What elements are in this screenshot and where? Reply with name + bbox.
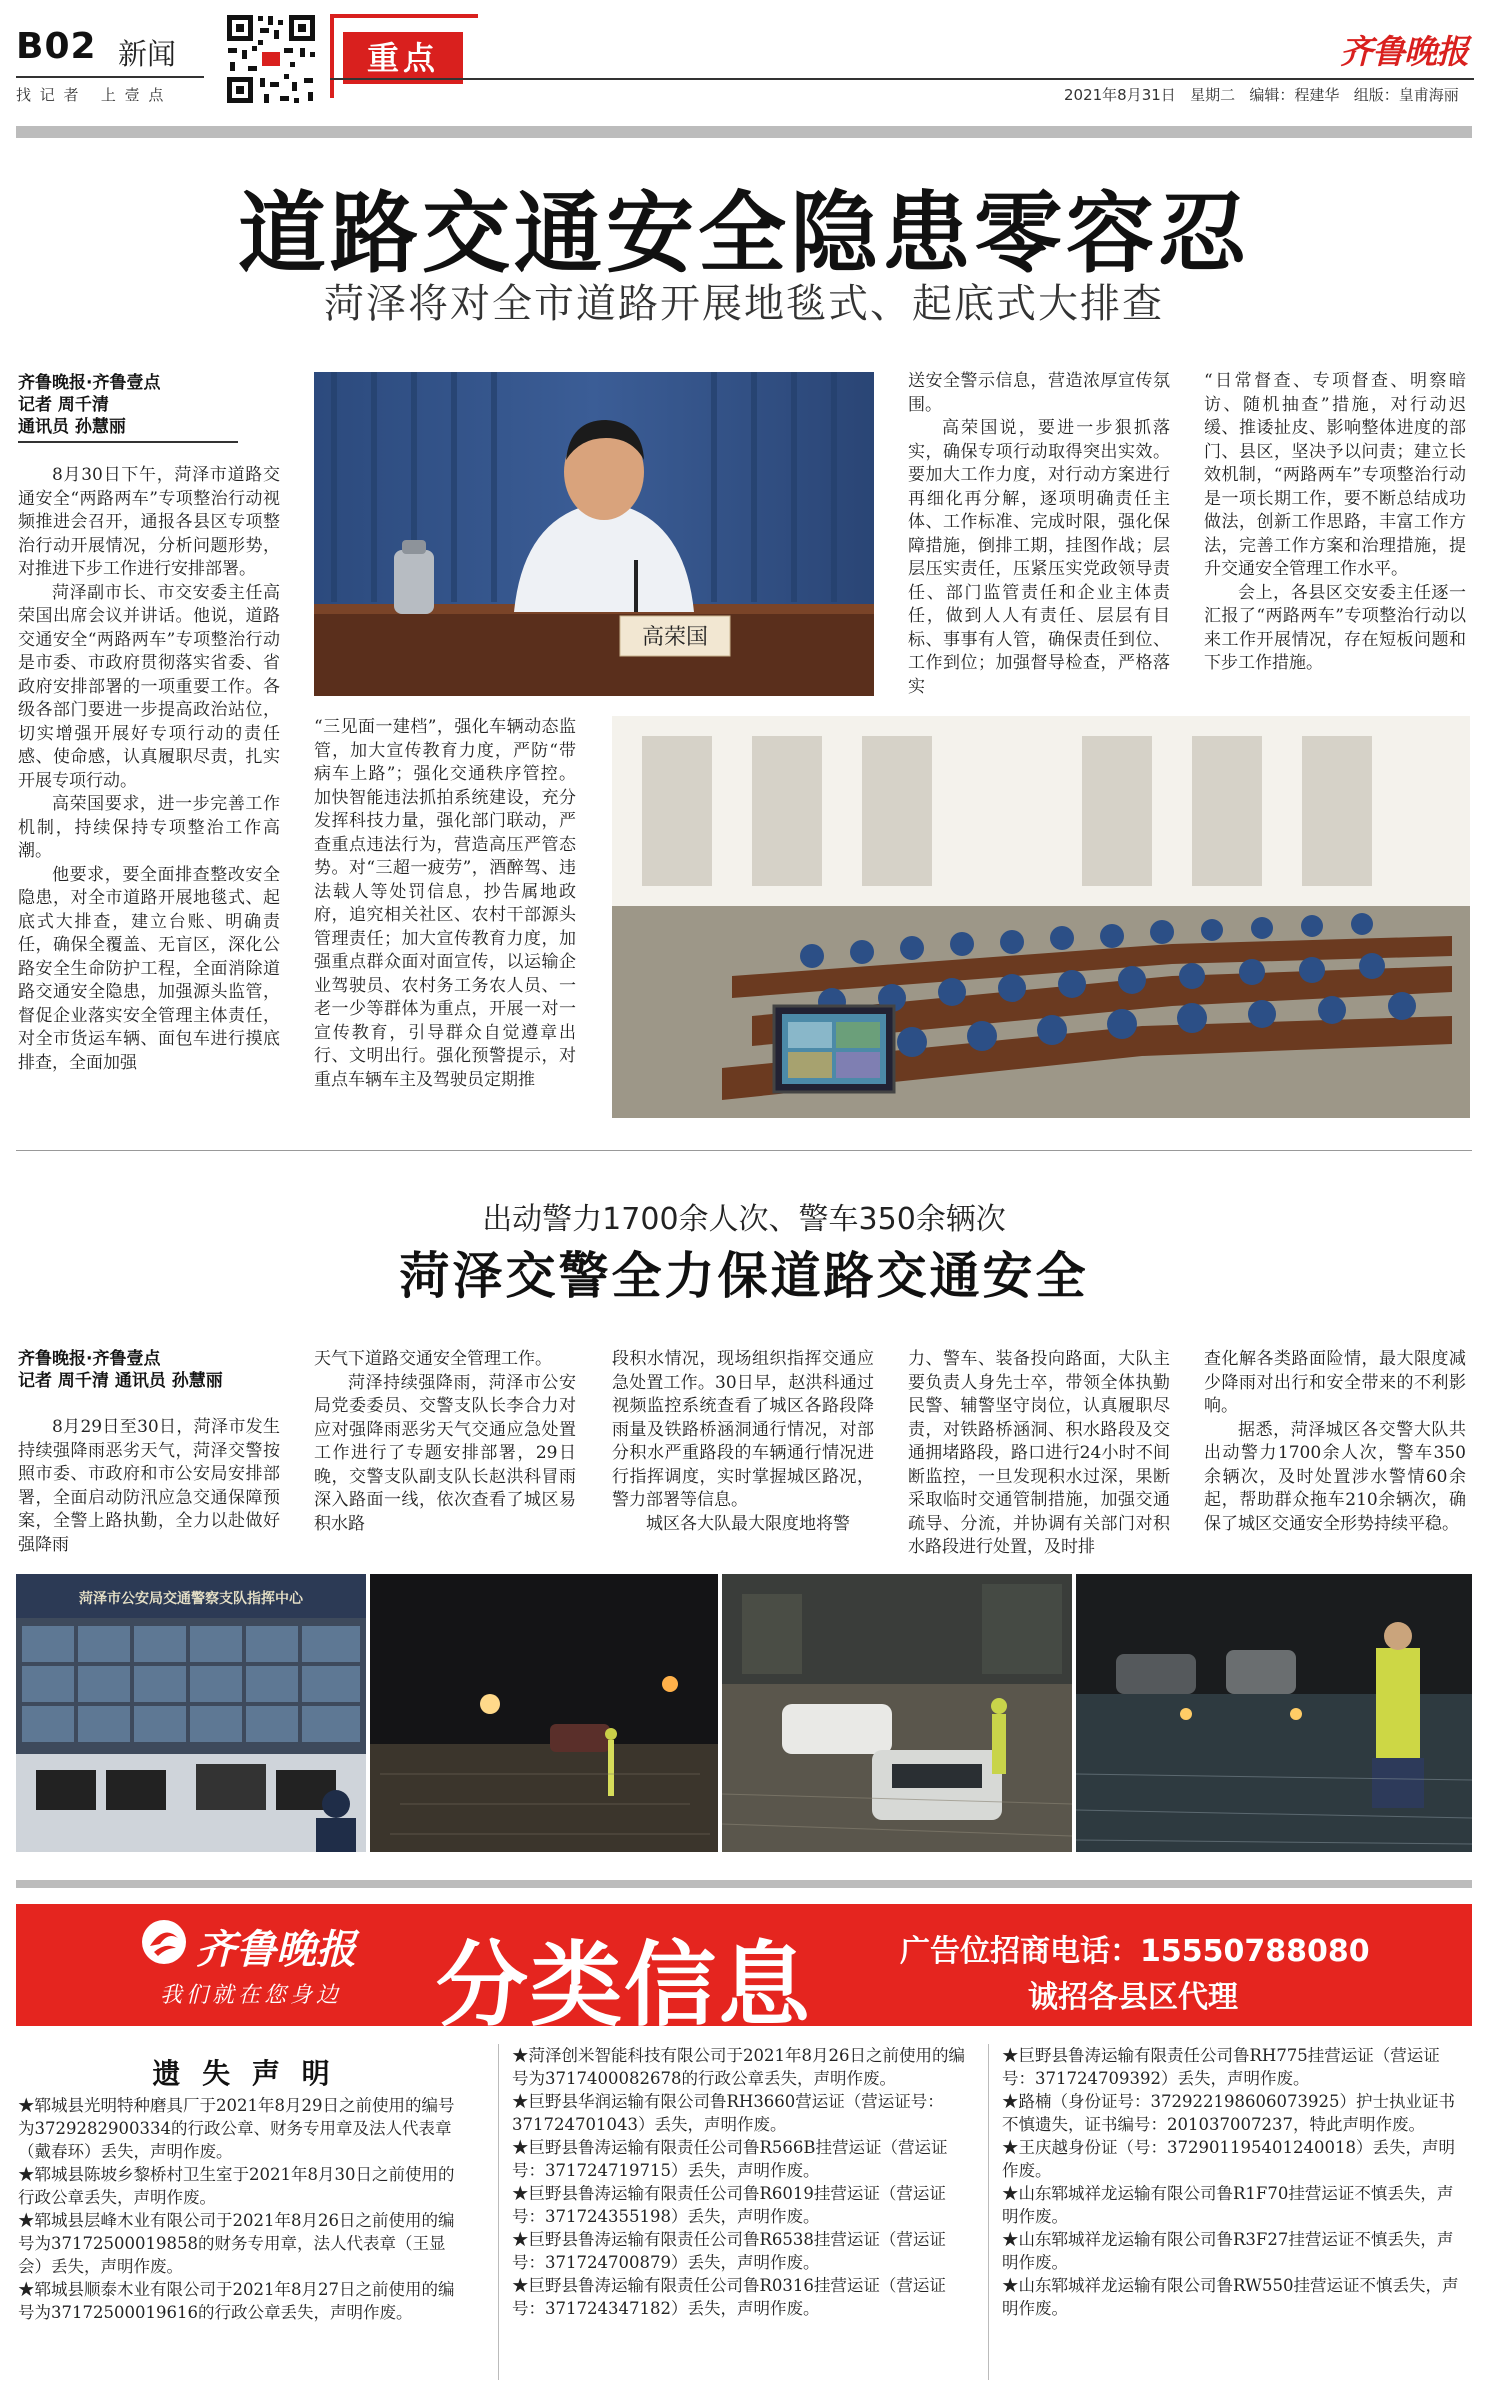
- classifieds-logo-icon: [140, 1918, 188, 1966]
- article1-col3: [908, 370, 1170, 699]
- classified-item: ★郓城县光明特种磨具厂于2021年8月29日之前使用的编号为3729282900334的行政公章、财务专用章及法人代表章（戴春环）丢失，声明作废。: [18, 2096, 455, 2161]
- paragraph: 城区各大队最大限度地将警: [646, 1513, 850, 1534]
- channel-tab[interactable]: 重点: [343, 32, 463, 84]
- masthead-rule: [330, 78, 1474, 80]
- classifieds-title: 分类信息: [436, 1932, 813, 2039]
- masthead-underline: [16, 76, 204, 78]
- qr-code-icon: [224, 12, 318, 106]
- article1-byline: [18, 372, 288, 443]
- paragraph: 段积水情况，现场组织指挥交通应急处置工作。30日早，赵洪科通过视频监控系统查看了城区各路段降雨量及铁路桥涵洞通行情况，对部分积水严重路段的车辆通行情况进行指挥调度，实时掌握城区路况，警力部署等信息。: [612, 1349, 874, 1510]
- paragraph: 他要求，要全面排查整改安全隐患，对全市道路开展地毯式、起底式大排查，建立台账、明确责任，确保全覆盖、无盲区，深化公路安全生命防护工程，全面消除道路交通安全隐患，加强源头监管，督促企业落实安全管理主体责任，对全市货运车辆、面包车进行摸底排查，全面加强: [18, 864, 280, 1073]
- paragraph: 查化解各类路面险情，最大限度减少降雨对出行和安全带来的不利影响。: [1204, 1349, 1466, 1416]
- command-center-photo: [16, 1574, 366, 1852]
- article2-col2: [314, 1348, 576, 1536]
- classifieds-col2: [512, 2044, 972, 2320]
- classified-item: ★菏泽创米智能科技有限公司于2021年8月26日之前使用的编号为3717400082678的行政公章丢失，声明作废。: [512, 2046, 965, 2088]
- article2-headline: 菏泽交警全力保道路交通安全: [399, 1247, 1089, 1305]
- classified-item: ★王庆越身份证（号：372901195401240018）丢失，声明作废。: [1002, 2138, 1455, 2180]
- paragraph: 8月30日下午，菏泽市道路交通安全“两路两车”专项整治行动视频推进会召开，通报各县区专项整治行动开展情况，分析问题形势，对推进下步工作进行安排部署。: [18, 465, 280, 579]
- col-divider: [498, 2044, 499, 2380]
- article2-kicker: 出动警力1700余人次、警车350余辆次: [482, 1202, 1006, 1237]
- classified-item: ★郓城县顺泰木业有限公司于2021年8月27日之前使用的编号为37172500019616的行政公章丢失，声明作废。: [18, 2280, 455, 2322]
- paragraph: 会上，各县区交安委主任逐一汇报了“两路两车”专项整治行动以来工作开展情况，存在短板问题和下步工作措施。: [1204, 582, 1466, 673]
- speaker-nameplate: 高荣国: [641, 625, 709, 650]
- article2-byline: [18, 1348, 288, 1392]
- classified-item: ★巨野县鲁涛运输有限责任公司鲁R6019挂营运证（营运证号：371724355198）丢失，声明作废。: [512, 2184, 946, 2226]
- classifieds-title-col1: 遗 失 声 明: [152, 2057, 336, 2090]
- qr-code[interactable]: [224, 12, 318, 106]
- paragraph: 据悉，菏泽城区各交警大队共出动警力1700余人次，警车350余辆次，及时处置涉水警情60余起，帮助群众拖车210余辆次，确保了城区交通安全形势持续平稳。: [1204, 1419, 1466, 1534]
- tagline: 找 记 者 上 壹 点: [16, 86, 166, 104]
- article2-col3: [612, 1348, 874, 1536]
- paragraph: “三见面一建档”，强化车辆动态监管，加大宣传教育力度，严防“带病车上路”；强化交通秩序管控。加快智能违法抓拍系统建设，充分发挥科技力量，强化部门联动，严查重点违法行为，营造高压严管态势。对“三超一疲劳”，酒醉驾、违法载人等处罚信息，抄告属地政府，追究相关社区、农村干部源头管理责任；加大宣传教育力度，加强重点群众面对面宣传，以运输企业驾驶员、农村务工务农人员、一老一少等群体为重点，开展一对一宣传教育，引导群众自觉遵章出行、文明出行。强化预警提示，对重点车辆车主及驾驶员定期推: [314, 717, 576, 1090]
- classified-item: ★郓城县层峰木业有限公司于2021年8月26日之前使用的编号为37172500019858的财务专用章，法人代表章（王显会）丢失，声明作废。: [18, 2211, 455, 2276]
- bottom-gray-bar: [16, 1880, 1472, 1888]
- classified-item: ★山东郓城祥龙运输有限公司鲁R1F70挂营运证不慎丢失，声明作废。: [1002, 2184, 1454, 2226]
- top-gray-bar: [16, 126, 1472, 138]
- article1-subhead: 菏泽将对全市道路开展地毯式、起底式大排查: [324, 281, 1164, 327]
- ad-phone-line: 广告位招商电话：15550788080: [900, 1934, 1370, 1969]
- section-name: 新闻: [118, 37, 177, 71]
- classifieds-slogan: 我们就在您身边: [160, 1983, 343, 2008]
- paper-name-logo: 齐鲁晚报: [1340, 32, 1468, 71]
- officer-in-flood-photo: [1076, 1574, 1472, 1852]
- classifieds-logo-text: 齐鲁晚报: [196, 1926, 356, 1973]
- article1-headline: 道路交通安全隐患零容忍: [237, 182, 1250, 285]
- article1-col4: [1204, 370, 1466, 676]
- article2-col4: [908, 1348, 1170, 1560]
- classified-item: ★巨野县鲁涛运输有限责任公司鲁R6538挂营运证（营运证号：371724700879）丢失，声明作废。: [512, 2230, 946, 2272]
- meeting-photo: [612, 716, 1470, 1118]
- classified-item: ★郓城县陈坡乡黎桥村卫生室于2021年8月30日之前使用的行政公章丢失，声明作废。: [18, 2165, 455, 2207]
- paragraph: 高荣国要求，进一步完善工作机制，持续保持专项整治工作高潮。: [18, 794, 280, 861]
- classifieds-col3: [1002, 2044, 1468, 2320]
- classified-item: ★巨野县鲁涛运输有限责任公司鲁R566B挂营运证（营运证号：371724719715）丢失，声明作废。: [512, 2138, 948, 2180]
- classified-item: ★山东郓城祥龙运输有限公司鲁RW550挂营运证不慎丢失，声明作废。: [1002, 2276, 1459, 2318]
- article2-col1: [18, 1416, 280, 1557]
- ad-agent-line: 诚招各县区代理: [1028, 1980, 1238, 2015]
- article2-col5: [1204, 1348, 1466, 1536]
- classified-item: ★巨野县鲁涛运输有限责任公司鲁RH775挂营运证（营运证号：371724709392）丢失，声明作废。: [1002, 2046, 1440, 2088]
- paragraph: 菏泽副市长、市交安委主任高荣国出席会议并讲话。他说，道路交通安全“两路两车”专项整治行动是市委、市政府贯彻落实省委、省政府安排部署的一项重要工作。各级各部门要进一步提高政治站位，切实增强开展好专项行动的责任感、使命感，认真履职尽责，扎实开展专项行动。: [18, 582, 280, 791]
- byline-source: 齐鲁晚报·齐鲁壹点: [18, 373, 161, 393]
- article1-bottom-rule: [16, 1150, 1472, 1151]
- classified-item: ★巨野县鲁涛运输有限责任公司鲁R0316挂营运证（营运证号：371724347182）丢失，声明作废。: [512, 2276, 946, 2318]
- screen-sign: 菏泽市公安局交通警察支队指挥中心: [79, 1591, 303, 1607]
- paragraph: 8月29日至30日，菏泽市发生持续强降雨恶劣天气，菏泽交警按照市委、市政府和市公安局安排部署，全面启动防汛应急交通保障预案，全警上路执勤，全力以赴做好强降雨: [18, 1417, 280, 1555]
- byline-reporter: 记者 周千清 通讯员 孙慧丽: [18, 1371, 223, 1391]
- speaker-photo: [314, 372, 874, 696]
- classifieds-col1: [18, 2094, 470, 2324]
- classified-item: ★山东郓城祥龙运输有限公司鲁R3F27挂营运证不慎丢失，声明作废。: [1002, 2230, 1454, 2272]
- article1-col2: [314, 716, 576, 1092]
- paragraph: 力、警车、装备投向路面，大队主要负责人身先士卒，带领全体执勤民警、辅警坚守岗位，认真履职尽责，对铁路桥涵洞、积水路段及交通拥堵路段，路口进行24小时不间断监控，一旦发现积水过深，果断采取临时交通管制措施，加强交通疏导、分流，并协调有关部门对积水路段进行处置，及时排: [908, 1349, 1170, 1557]
- col-divider: [988, 2044, 989, 2380]
- paragraph: 送安全警示信息，营造浓厚宣传氛围。: [908, 371, 1170, 415]
- page-number: B02: [16, 26, 97, 67]
- night-rain-photo: [370, 1574, 718, 1852]
- byline-source: 齐鲁晚报·齐鲁壹点: [18, 1349, 161, 1369]
- classified-item: ★巨野县华润运输有限公司鲁RH3660营运证（营运证号：371724701043）丢失，声明作废。: [512, 2092, 944, 2134]
- paragraph: 高荣国说，要进一步狠抓落实，确保专项行动取得突出实效。要加大工作力度，对行动方案进行再细化再分解，逐项明确责任主体、工作标准、完成时限，强化保障措施，倒排工期，挂图作战；层层压实责任，压紧压实党政领导责任、部门监管责任和企业主体责任，做到人人有责任、层层有目标、事事有人管，确保责任到位、工作到位；加强督导检查，严格落实: [908, 418, 1170, 697]
- classified-item: ★路楠（身份证号：372922198606073925）护士执业证书不慎遗失，证书编号：201037007237，特此声明作废。: [1002, 2092, 1455, 2134]
- flooded-street-photo: [722, 1574, 1072, 1852]
- byline-correspondent: 通讯员 孙慧丽: [18, 417, 126, 437]
- date-info: 2021年8月31日 星期二 编辑：程建华 组版：皇甫海丽: [1064, 86, 1459, 104]
- paragraph: 菏泽持续强降雨，菏泽市公安局党委委员、交警支队长李合力对应对强降雨恶劣天气交通应急处置工作进行了专题安排部署，29日晚，交警支队副支队长赵洪科冒雨深入路面一线，依次查看了城区易积水路: [314, 1372, 576, 1534]
- paragraph: “日常督查、专项督查、明察暗访、随机抽查”措施，对行动迟缓、推诿扯皮、影响整体进度的部门、县区，坚决予以问责；建立长效机制，“两路两车”专项整治行动是一项长期工作，要不断总结成功做法，创新工作思路，丰富工作方法，完善工作方案和治理措施，提升交通安全管理工作水平。: [1204, 371, 1466, 579]
- byline-reporter: 记者 周千清: [18, 395, 109, 415]
- article1-col1: [18, 464, 280, 1075]
- paragraph: 天气下道路交通安全管理工作。: [314, 1349, 552, 1369]
